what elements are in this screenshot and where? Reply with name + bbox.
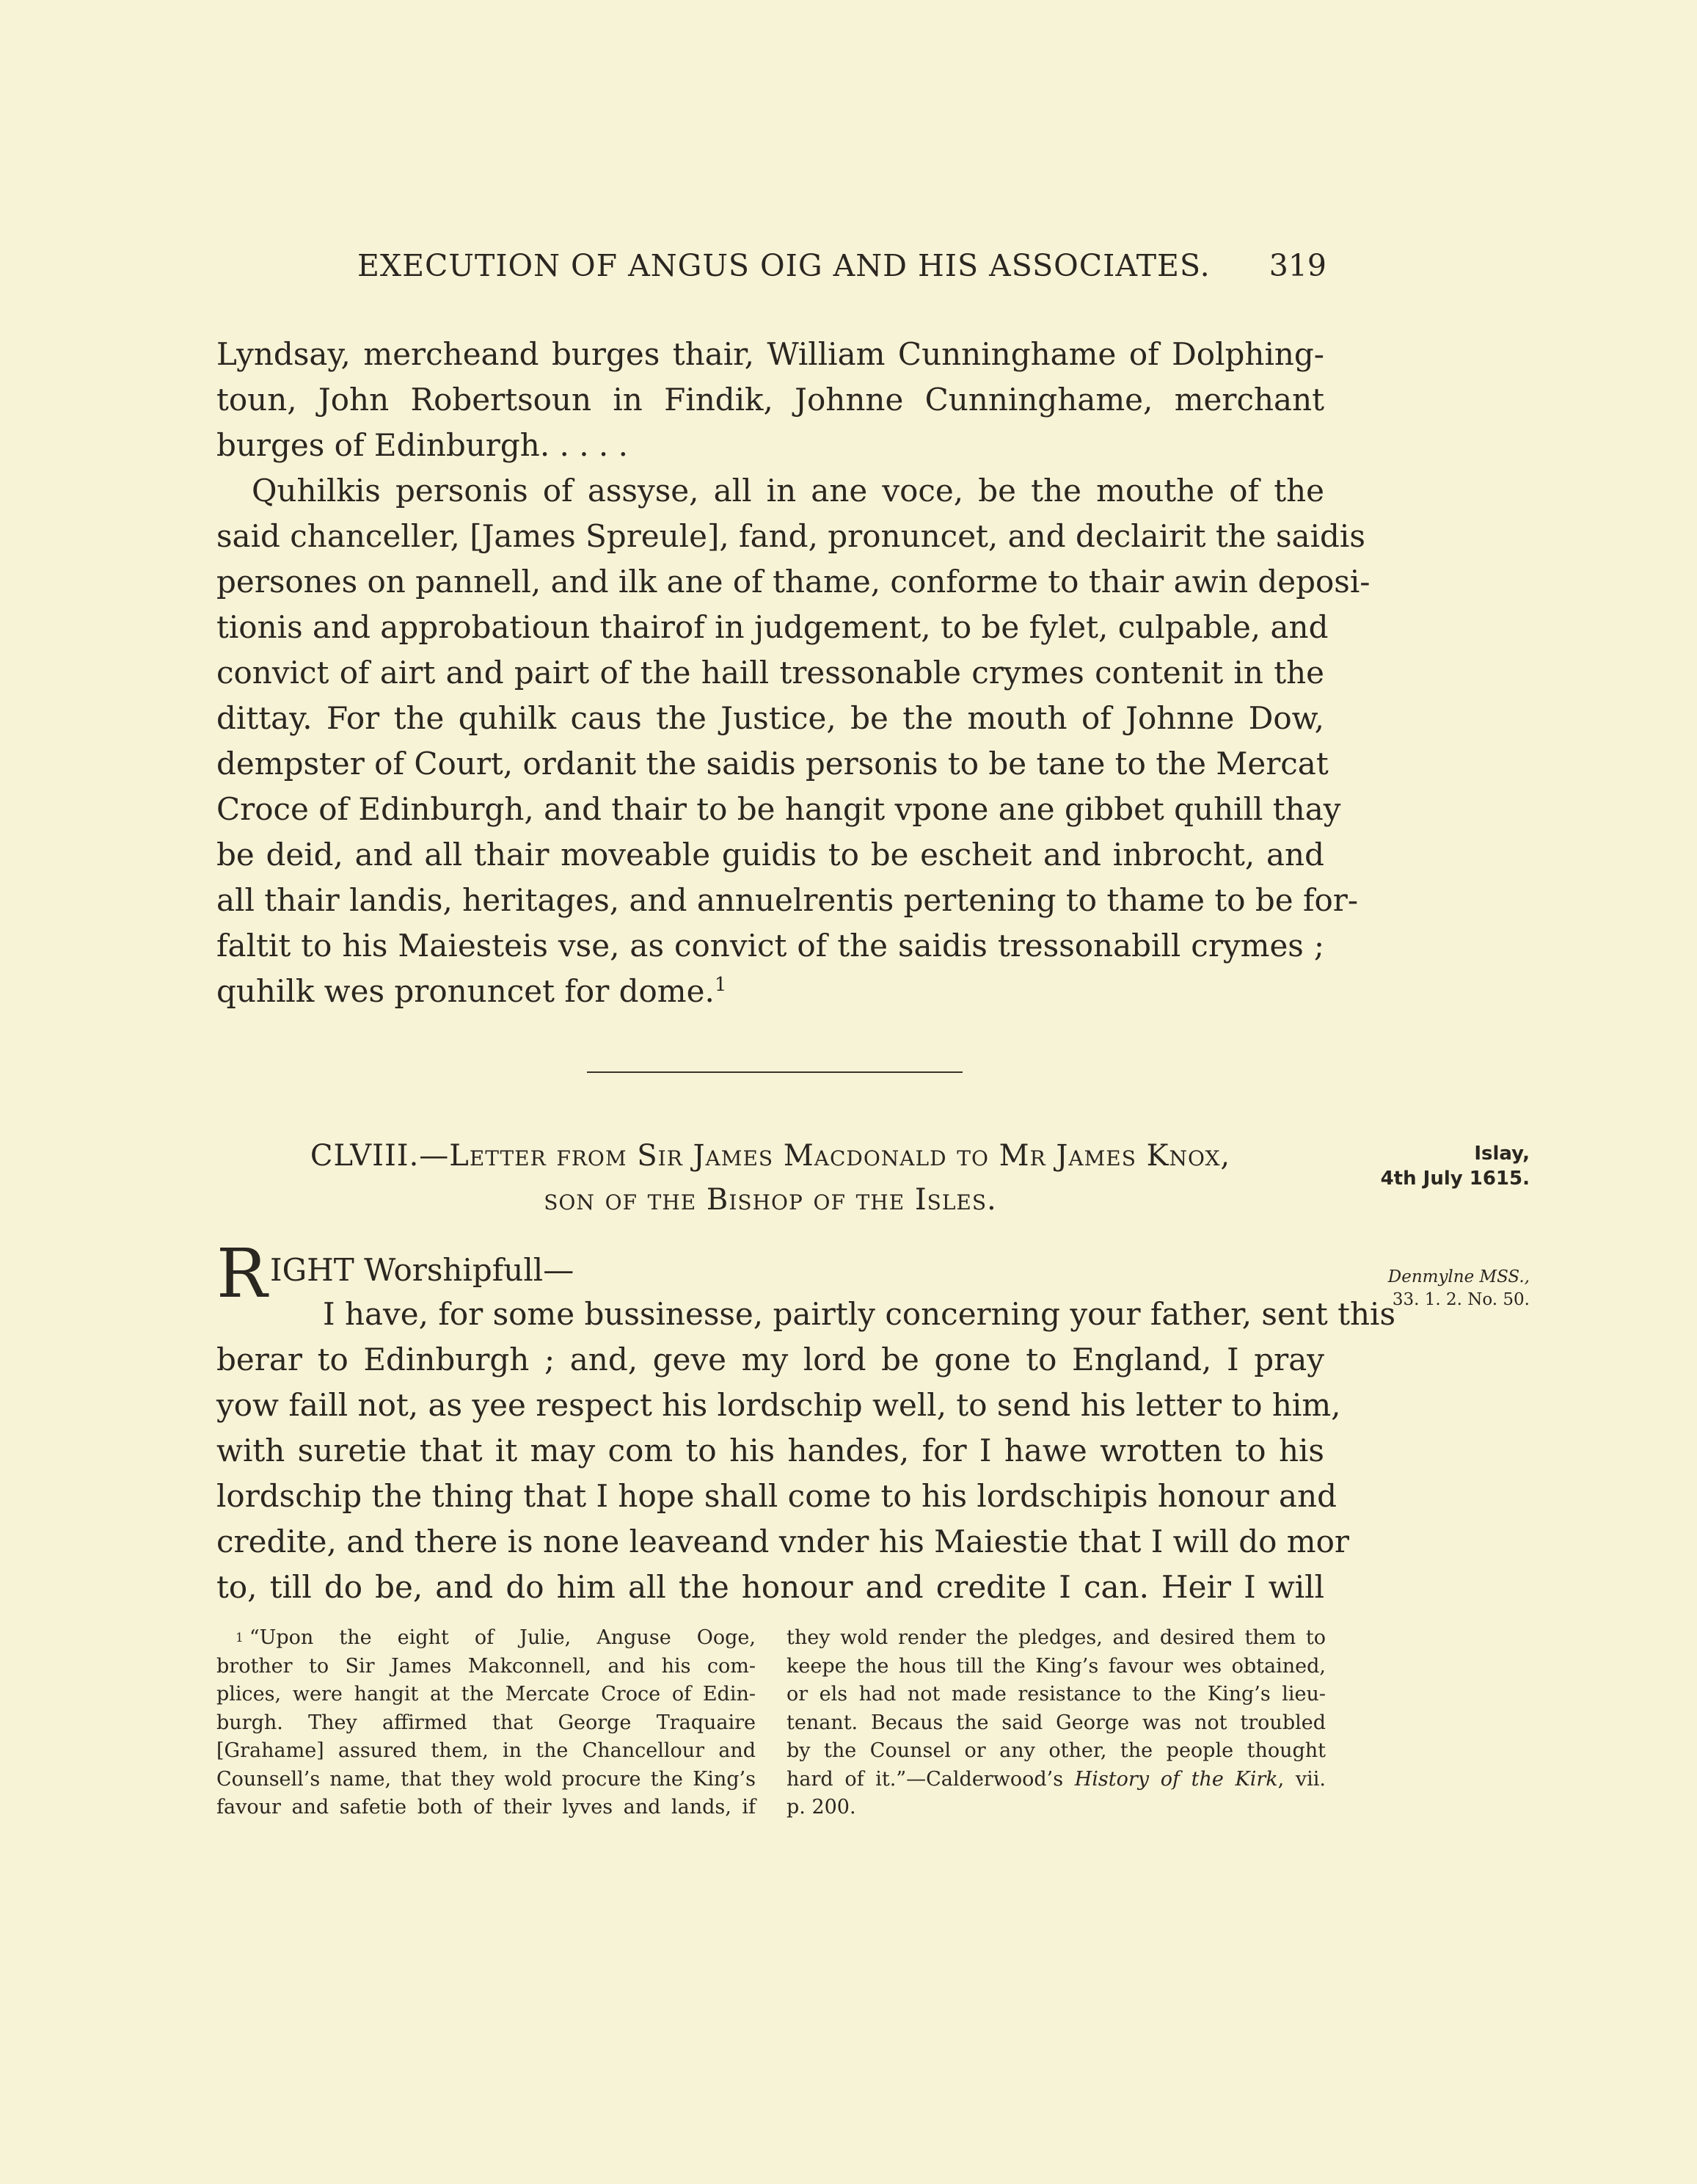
footnote-line: plices, were hangit at the Mercate Croce of Edin- <box>216 1683 756 1706</box>
section-divider <box>587 1071 963 1073</box>
letter-line: berar to Edinburgh ; and, geve my lord be gone to England, I pray <box>216 1342 1324 1377</box>
body-line: tionis and approbatioun thairof in judgement, to be fylet, culpable, and <box>216 609 1329 645</box>
letter-line: I have, for some bussinesse, pairtly concerning your father, sent this <box>323 1296 1396 1332</box>
footnote-line: favour and safetie both of their lyves and lands, if <box>216 1796 756 1819</box>
margin-date: 4th July 1615. <box>1380 1168 1530 1190</box>
footnote-text: hard of it.”—Calderwood’s <box>787 1767 1064 1791</box>
footnote-left-column <box>216 1624 756 1822</box>
running-header: EXECUTION OF ANGUS OIG AND HIS ASSOCIATES. <box>357 248 1211 283</box>
body-line: dittay. For the quhilk caus the Justice, be the mouth of Johnne Dow, <box>216 700 1324 736</box>
body-line: be deid, and all thair moveable guidis to be escheit and inbrocht, and <box>216 837 1324 873</box>
body-line: Croce of Edinburgh, and thair to be hangit vpone ane gibbet quhill thay <box>216 791 1341 827</box>
section-heading-line2: son of the Bishop of the Isles. <box>544 1183 997 1217</box>
body-line-last <box>216 969 1324 1014</box>
letter-line: yow faill not, as yee respect his lordschip well, to send his letter to him, <box>216 1387 1341 1423</box>
section-number: CLVIII. <box>310 1139 420 1173</box>
footnote-line: they wold render the pledges, and desired them to <box>787 1626 1326 1649</box>
footnote-citation-line <box>787 1766 1326 1794</box>
footnote-line <box>216 1624 756 1653</box>
margin-source-title: Denmylne MSS., <box>1387 1267 1530 1286</box>
footnote-right-column <box>787 1624 1326 1822</box>
body-line: toun, John Robertsoun in Findik, Johnne Cunninghame, merchant <box>216 382 1324 418</box>
letter-line: lordschip the thing that I hope shall come to his lordschipis honour and <box>216 1478 1337 1514</box>
letter-line: with suretie that it may com to his handes, for I hawe wrotten to his <box>216 1433 1324 1468</box>
drop-cap: R <box>216 1234 268 1313</box>
body-line: burges of Edinburgh. . . . . <box>216 427 628 463</box>
body-line: convict of airt and pairt of the haill tressonable crymes contenit in the <box>216 655 1324 691</box>
body-line: faltit to his Maiesteis vse, as convict of the saidis tressonabill crymes ; <box>216 928 1324 964</box>
footnote-line: tenant. Becaus the said George was not troubled <box>787 1711 1326 1734</box>
footnote-line: burgh. They affirmed that George Traquaire <box>216 1711 756 1734</box>
body-line: persones on pannell, and ilk ane of thame, conforme to thair awin deposi- <box>216 564 1371 600</box>
section-title: —Letter from Sir James Macdonald to Mr James Knox, <box>419 1139 1231 1173</box>
body-line: all thair landis, heritages, and annuelrentis pertening to thame to be for- <box>216 882 1359 918</box>
footnote-line: by the Counsel or any other, the people thought <box>787 1739 1326 1762</box>
letter-line: credite, and there is none leaveand vnder his Maiestie that I will do mor <box>216 1524 1349 1559</box>
letter-salutation: IGHT Worshipfull— <box>270 1252 574 1288</box>
page-number: 319 <box>1269 248 1326 283</box>
body-line-text: quhilk wes pronuncet for dome. <box>216 973 715 1009</box>
footnote-line: [Grahame] assured them, in the Chancellour and <box>216 1739 756 1762</box>
footnote-line: p. 200. <box>787 1796 856 1819</box>
margin-place: Islay, <box>1474 1143 1530 1165</box>
body-line: said chanceller, [James Spreule], fand, pronuncet, and declairit the saidis <box>216 518 1365 554</box>
body-line: Lyndsay, mercheand burges thair, William Cunninghame of Dolphing- <box>216 336 1324 372</box>
body-line: dempster of Court, ordanit the saidis personis to be tane to the Mercat <box>216 746 1329 782</box>
footnote-line: Counsell’s name, that they wold procure the King’s <box>216 1767 756 1791</box>
footnote-line: keepe the hous till the King’s favour wes obtained, <box>787 1654 1326 1678</box>
footnote-reference[interactable]: 1 <box>714 974 727 996</box>
footnote-line: brother to Sir James Makconnell, and his com- <box>216 1654 756 1678</box>
letter-line: to, till do be, and do him all the honour and credite I can. Heir I will <box>216 1569 1324 1605</box>
body-line: Quhilkis personis of assyse, all in ane voce, be the mouthe of the <box>252 473 1324 509</box>
footnote-text: “Upon the eight of Julie, Anguse Ooge, <box>249 1626 756 1649</box>
footnote-marker: 1 <box>236 1631 244 1645</box>
book-title: History of the Kirk <box>1074 1767 1278 1791</box>
footnote-text: , vii. <box>1277 1767 1326 1791</box>
footnote-line: or els had not made resistance to the King’s lieu- <box>787 1683 1326 1706</box>
section-heading-line1 <box>216 1139 1324 1173</box>
margin-source-ref: 33. 1. 2. No. 50. <box>1392 1290 1530 1309</box>
